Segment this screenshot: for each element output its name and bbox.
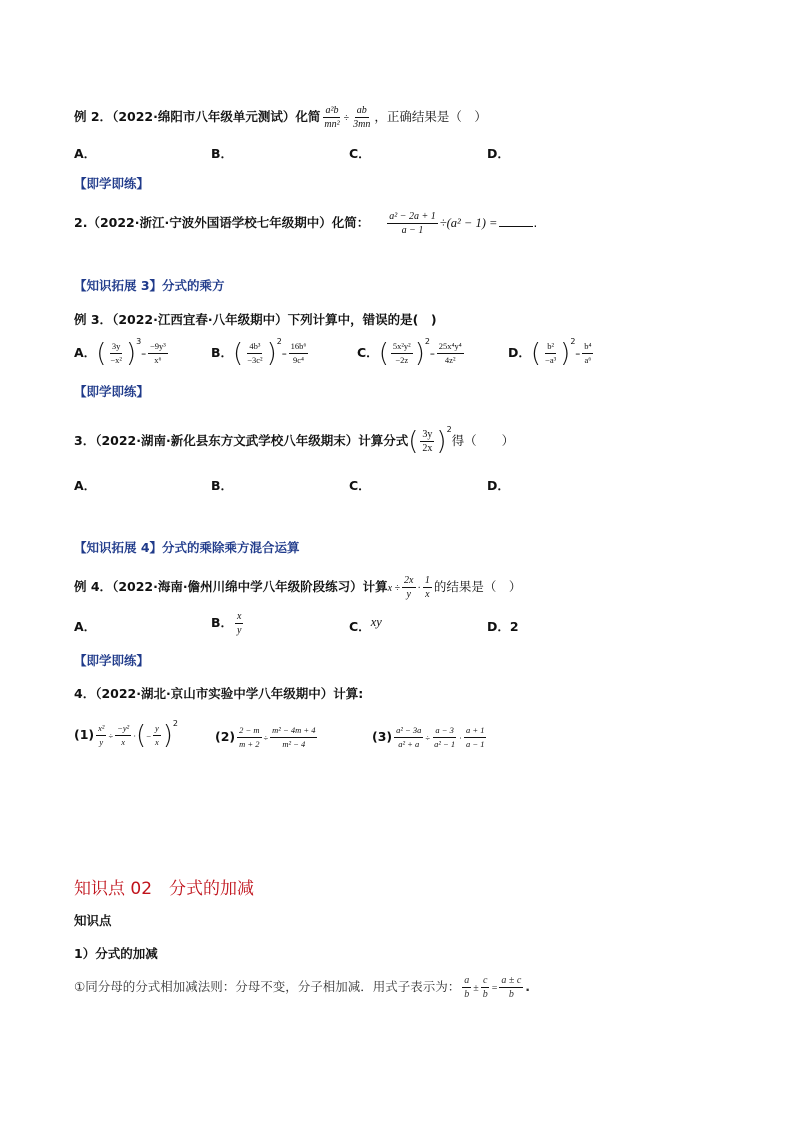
fraction: $\frac{\text{−y²}}{x}$ <box>117 723 130 747</box>
option-b: B． $\frac{x}{y}$ <box>211 611 242 636</box>
answer-blank[interactable] <box>499 226 533 227</box>
option-d: D．( $\frac{\text{b²}}{\text{−a³}}$ )$^2$= $\frac{\text{b⁴}}{\text{a⁶}}$ <box>508 337 592 369</box>
fraction: $\frac{\text{a² − 2a + 1}}{a - 1}$ <box>389 211 436 236</box>
example-source: （2022·绵阳市八年级单元测试）化简 <box>112 109 321 124</box>
subquestion-3: (3) $\frac{\text{a² − 3a}}{\text{a² + a}}$ ÷ $\frac{a - 3}{\text{a² − 1}}$ · $\frac{a + 1}{a - 1}$ <box>372 725 485 749</box>
fraction: $\frac{a}{b}$ <box>464 975 470 1000</box>
fraction: $\frac{2x}{y}$ <box>404 575 414 600</box>
option-c: C． <box>349 146 371 161</box>
option-b: B． <box>211 146 234 161</box>
option-b: B． <box>211 478 234 493</box>
expression: ÷(a² − 1) = <box>439 216 498 230</box>
section-heading: 知识点 02 分式的加减 <box>74 879 255 899</box>
topic-item: 1）分式的加减 <box>74 946 158 961</box>
example-source: （2022·海南·儋州川绵中学八年级阶段练习）计算 <box>112 579 388 594</box>
option-a: A． <box>74 146 97 161</box>
fraction: $\frac{\text{5x²y²}}{-2z}$ <box>392 341 411 365</box>
option-d: D． <box>487 478 510 493</box>
fraction: $\frac{y}{x}$ <box>154 723 159 747</box>
fraction: $\frac{\text{25x⁴y⁴}}{\text{4z²}}$ <box>438 341 462 365</box>
fraction: $\frac{\text{b²}}{\text{−a³}}$ <box>545 341 557 365</box>
question-source: （2022·湖南·新化县东方文武学校八年级期末）计算分式 <box>95 433 409 448</box>
option-a: A． <box>74 619 97 634</box>
fraction: $\frac{x}{y}$ <box>237 611 242 636</box>
example-source: （2022·江西宜春·八年级期中）下列计算中，错误的是( ) <box>112 312 437 327</box>
example-label: 例 3． <box>74 312 113 327</box>
fraction: $\frac{a - 3}{\text{a² − 1}}$ <box>434 725 456 749</box>
subquestion-1: (1) $\frac{\text{x²}}{y}$ ÷ $\frac{\text{−y²}}{x}$ ·(− $\frac{y}{x}$ )$^2$ <box>74 719 179 751</box>
practice-label: 【即学即练】 <box>74 176 150 191</box>
fraction: $\frac{c}{b}$ <box>482 975 488 1000</box>
fraction: $\frac{2 - m}{m + 2}$ <box>239 725 260 749</box>
option-b: B．( $\frac{\text{4b³}}{\text{−3c²}}$ )$^2$= $\frac{\text{16b⁶}}{\text{9c⁴}}$ <box>211 337 307 369</box>
fraction: $\frac{\text{a² − 3a}}{\text{a² + a}}$ <box>396 725 422 749</box>
knowledge-extension-3-title: 【知识拓展 3】分式的乘方 <box>74 278 225 293</box>
option-d: D． <box>487 146 510 161</box>
section-subheading: 知识点 <box>74 913 112 928</box>
option-c: C． <box>349 478 371 493</box>
fraction: $\frac{\text{16b⁶}}{\text{9c⁴}}$ <box>290 341 307 365</box>
fraction: $\frac{\text{a²b}}{\text{mn²}}$ <box>324 105 340 130</box>
option-c: C．xy <box>349 615 382 634</box>
practice-label: 【即学即练】 <box>74 653 150 668</box>
question-4 <box>74 686 363 702</box>
question-label: 2. <box>74 215 88 230</box>
question-label: 3． <box>74 433 96 448</box>
practice-label: 【即学即练】 <box>74 384 150 399</box>
fraction: $\frac{3y}{2x}$ <box>422 429 433 454</box>
fraction: $\frac{1}{x}$ <box>424 575 430 600</box>
fraction: $\frac{\text{x²}}{y}$ <box>98 723 105 747</box>
option-c: C．( $\frac{\text{5x²y²}}{-2z}$ )$^2$= $\frac{\text{25x⁴y⁴}}{\text{4z²}}$ <box>357 337 462 369</box>
question-label: 4． <box>74 686 96 701</box>
option-a: A．( $\frac{3y}{\text{−x²}}$ )$^3$= $\frac{\text{−9y³}}{\text{x⁶}}$ <box>74 337 166 369</box>
example-3 <box>74 312 437 328</box>
question-tail: ，正确结果是（ ） <box>374 109 487 124</box>
question-3: 3．（2022·湖南·新化县东方文武学校八年级期末）计算分式( $\frac{3y}{2x}$ )$^2$得（ ） <box>74 425 515 457</box>
example-4: 例 4．（2022·海南·儋州川绵中学八年级阶段练习）计算x ÷ $\frac{2x}{y}$ · $\frac{1}{x}$ 的结果是（ ） <box>74 575 522 600</box>
subquestion-2: (2) $\frac{2 - m}{m + 2}$ ÷ $\frac{\text{m² − 4m + 4}}{\text{m² − 4}}$ <box>215 725 316 749</box>
fraction: $\frac{ab}{3mn}$ <box>353 105 371 130</box>
example-label: 例 2． <box>74 109 113 124</box>
fraction: $\frac{a \pm c}{b}$ <box>501 975 522 1000</box>
option-a: A． <box>74 478 97 493</box>
question-source: （2022·浙江·宁波外国语学校七年级期中）化简： <box>87 215 370 230</box>
question-tail: 的结果是（ ） <box>433 579 522 594</box>
example-2 <box>74 104 487 131</box>
operator: ÷ <box>343 113 350 124</box>
fraction: $\frac{a + 1}{a - 1}$ <box>465 725 485 749</box>
fraction: $\frac{\text{b⁴}}{\text{a⁶}}$ <box>584 341 592 365</box>
fraction: $\frac{3y}{\text{−x²}}$ <box>110 341 122 365</box>
period: . <box>533 215 538 230</box>
rule-text: ①同分母的分式相加减法则：分母不变，分子相加减．用式子表示为： $\frac{a}{b}$ ± $\frac{c}{b}$ = $\frac{a \pm c}{b}$ . <box>74 975 531 1000</box>
fraction: $\frac{\text{m² − 4m + 4}}{\text{m² − 4}}$ <box>272 725 316 749</box>
example-label: 例 4． <box>74 579 113 594</box>
question-source: （2022·湖北·京山市实验中学八年级期中）计算: <box>95 686 364 701</box>
fraction: $\frac{\text{4b³}}{\text{−3c²}}$ <box>247 341 263 365</box>
knowledge-extension-4-title: 【知识拓展 4】分式的乘除乘方混合运算 <box>74 540 300 555</box>
question-2 <box>74 210 537 237</box>
option-d: D．2 <box>487 619 519 634</box>
fraction: $\frac{\text{−9y³}}{\text{x⁶}}$ <box>149 341 166 365</box>
question-tail: 得（ ） <box>451 433 515 448</box>
